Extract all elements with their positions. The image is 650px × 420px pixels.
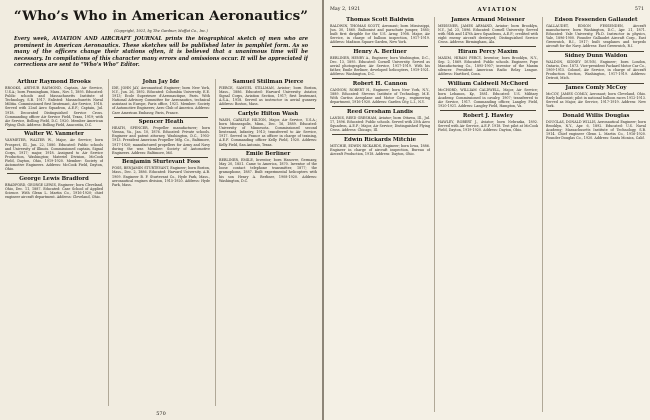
entry-name: Robert H. Cannon [352,80,408,87]
entry-name: Reed Gresham Landis [347,108,413,115]
biography-entry [438,49,538,76]
entry-body: BALDWIN, THOMAS SCOTT, Aeronaut; born Mississippi, Jun. 30, 1860. Balloonist and parachute jumper, 1885; built first dirigible for the U.S. Army, 1908. Major, Air Service, in charge of balloon inspection, 1917-1919. Address: Madison Square Garden, New York. [330,24,430,45]
entry-divider [114,117,208,118]
biography-entry [330,49,430,76]
entry-name: Emile Berliner [245,151,291,158]
biography-entry [112,119,210,155]
biography-entry [112,159,210,186]
biography-entry [330,137,430,156]
entry-divider [332,134,428,135]
entry-body: BERLINER, HENRY A., Engineer; born Washington, D.C., Dec. 13, 1895. Educated: Cornell University. Served as aerial photographer, Air Service, 1917-1919. With his father, Emile Berliner, developed helicopters, 1919-1921. Address: Washington, D.C. [330,55,430,77]
entry-name: Edson Fessenden Gallaudet [554,17,638,23]
biography-entry [330,17,430,44]
biography-entry [546,85,646,108]
entry-name: Samuel Stillman Pierce [232,79,304,85]
entry-name: Spencer Heath [138,119,184,126]
biography-entry [330,109,430,132]
biography-entry [438,81,538,108]
right-column-1 [330,17,430,412]
entry-body: FOSS, BENJAMIN STURTEVANT, Engineer; born Boston, Mass., Dec. 2, 1886. Educated: Harvard University, A.B. 1909. Engineer B. F. Sturtevant Co., Hyde Park, Mass., aeronautical engines division, 1915-1920. Address: Hyde Park, Mass. [112,166,210,187]
entry-body: WALDON, SIDNEY DUNN, Engineer; born London, Ontario, Dec. 1873. Vice-president Packard Motor Car Co., 1909-1915. Colonel, Air Service, in charge of Aircraft Production Section, Washington, 1917-1919. Address: Detroit, Mich. [546,60,646,81]
entry-divider [221,108,315,109]
entry-divider [221,149,315,150]
entry-name: George Lewis Bradford [19,175,89,182]
entry-body: LANDIS, REED GRESHAM, Aviator; born Ottawa, Ill., Jul. 17, 1896. Educated: Public schools. Served with 25th Aero Squadron, A.E.F.; Major, Air Service; Distinguished Flying Cross. Address: Chicago, Ill. [330,115,430,133]
biography-entry [330,81,430,104]
biography-entry [5,176,103,199]
entry-divider [440,110,536,111]
entry-divider [7,173,101,174]
biography-entry [438,17,538,44]
entry-body: McCOY, JAMES COMLY, Aeronaut; born Cleveland, Ohio. Early balloonist; pilot in national balloon races 1912-1913. Served as Major, Air Service, 1917-1919. Address: New York. [546,92,646,109]
issue-date: May 2, 1921 [330,7,361,12]
entry-name: Robert J. Hawley [462,112,514,119]
entry-divider [114,157,208,158]
entry-body: WASH, CARLYLE HILTON, Major, Air Service, U.S.A.; born Minneapolis, Minn., Dec. 16, 1889. Educated: University of Minnesota. Commissioned second lieutenant, Infantry, 1913; transferred to Air Service, 1917. Served in France as officer in charge of training, A.E.F. Commanding officer Kelly Field, 1920. Address: Kelly Field, San Antonio, Texas. [219,117,317,147]
header-page-number: 571 [634,7,644,12]
entry-name: Walter W. Vanmeter [24,131,84,138]
copyright-notice: (Copyright, 1921, by The Gardner, Moffat Co., Inc.) [114,29,208,33]
running-head [330,5,644,14]
entry-name: John Jay Ide [142,79,180,85]
left-columns [5,79,317,406]
entry-body: HAWLEY, ROBERT J., Aviator; born Nebraska, 1892. Served with Air Service, A.E.F. 1918. Test pilot at McCook Field, Dayton, 1919-1920. Address: Dayton, Ohio. [438,119,538,133]
biography-entry [5,131,103,171]
left-column-3 [215,79,317,406]
biography-entry [112,79,210,115]
page-number: 570 [156,411,166,417]
right-page [324,0,650,420]
entry-body: PIERCE, SAMUEL STILLMAN, Aviator; born Boston, Mass., 1886. Educated: Harvard University. Aviator, Signal Corps, Aviation Section, 1917; first lieutenant, A.S.A., 1918. Served as instructor in aerial gunnery. Address: Boston, Mass. [219,86,317,107]
entry-body: MAXIM, HIRAM PERCY, Inventor; born Brooklyn, N.Y., Sep. 2, 1869. Educated: Public schools. Engineer, Pope Manufacturing Co., 1895-1907; inventor of the Maxim silencer. President American Radio Relay League. Address: Hartford, Conn. [438,55,538,77]
entry-divider [548,83,644,84]
right-column-3 [542,17,646,412]
entry-body: GALLAUDET, EDSON FESSENDEN, Aircraft manufacturer; born Washington, D.C., Apr. 21, 1871. Educated: Yale University, Ph.D. Instructor in physics, Yale, 1896-1900. Founder Gallaudet Aircraft Corp., East Greenwich, R.I., 1917; built seaplanes and torpedo aircraft for the Navy. Address: East Greenwich, R.I. [546,24,646,49]
biography-entry [5,79,103,127]
entry-name: Henry A. Berliner [353,48,407,55]
entry-body: McCHORD, WILLIAM CALDWELL, Major, Air Service; born Lebanon, Ky., 1881. Educated: U.S. Military Academy. Commissioned in cavalry, 1907; transferred to Air Service, 1917. Commanding officer, Langley Field, 1920-1921. Address: Langley Field, Hampton, Va. [438,87,538,109]
right-columns [330,17,646,412]
biography-entry [219,79,317,106]
page-title: “Who’s Who in American Aeronautics” [13,8,309,24]
entry-name: James Armand Meissner [451,17,525,23]
entry-body: IDE, JOHN JAY, Aeronautical Engineer; born New York, N.Y., Jun. 26, 1892. Educated: Columbia University, E.E. 1913; Ecole Superieure d'Aeronautique, Paris. With National Advisory Committee for Aeronautics, technical assistant in Europe, Paris office, 1921. Member: Society of Automotive Engineers; Aero Club of America. Address: Care American Embassy, Paris, France. [112,86,210,115]
biography-entry [546,113,646,140]
entry-body: BROOKS, ARTHUR RAYMOND, Captain, Air Service, U.S.A.; born Framingham, Mass., Nov. 1, 1895. Educated: Public schools and Massachusetts Institute of Technology, S.B. 1917. Enlisted: Massachusetts Naval Militia. Commissioned first lieutenant, Air Service, 1918. Served with 22nd Aero Squadron, A.E.F.; Captain, Jul. 1918. Decorated Distinguished Service Cross. Commanding officer Air Service Field, Texas, 1919; with Air Service, Bolling Field, D.C. 1920. Member American Flying Club. Address: Bolling Field, Anacostia, D.C. [5,86,103,127]
entry-name: James Comly McCoy [565,85,627,92]
biography-entry [438,113,538,132]
entry-body: BRADFORD, GEORGE LEWIS, Engineer; born Cleveland, Ohio, Dec. 11, 1887. Educated: Case School of Applied Science. With Glenn L. Martin Co., 1916-1920; chief engineer aircraft department. Address: Cleveland, Ohio. [5,182,103,199]
entry-divider [440,46,536,47]
entry-body: HEATH, SPENCER, Propeller manufacturer; born Vienna, Va., Jan. 10, 1876. Educated: Private schools. Engineer and patent attorney, Washington, D.C., 1903-1913. President American Propeller Mfg. Co., Baltimore, 1917-1920; manufactured propellers for Army and Navy during the war. Member: Society of Automotive Engineers. Address: Baltimore, Md. [112,126,210,155]
entry-body: BERLINER, EMILE, Inventor; born Hanover, Germany, May 20, 1851. Came to America, 1870. Inventor of the loose contact telephone transmitter, 1877; the gramophone, 1887. Built experimental helicopters with his son Henry A. Berliner, 1908-1920. Address: Washington, D.C. [219,158,317,183]
entry-name: Edwin Rickards Mitchie [343,136,417,143]
entry-divider [7,129,101,130]
intro-paragraph: Every week, AVIATION AND AIRCRAFT JOURNAL prints the biographical sketch of men who are prominent in American Aeronautics. These sketches will be published later in pamphlet form. As so many of the officers change their stations often, it is believed that a unanimous time will be necessary. In compilations of this character many errors and omissions occur. It will be appreciated if corrections are sent to “Who’s Who” Editor. [14,36,308,68]
entry-name: Benjamin Sturtevant Foss [121,159,201,166]
entry-name: Donald Willis Douglas [562,112,630,119]
entry-divider [332,106,428,107]
entry-name: Hiram Percy Maxim [458,48,518,55]
entry-divider [548,51,644,52]
entry-divider [332,46,428,47]
biography-entry [219,151,317,183]
biography-entry [546,53,646,80]
entry-divider [440,78,536,79]
entry-body: MEISSNER, JAMES ARMAND, Aviator; born Brooklyn, N.Y., Jul. 23, 1896. Educated: Cornell University. Served with 94th and 147th Aero Squadrons, A.E.F.; credited with eight enemy aircraft destroyed; Distinguished Service Cross. Address: Birmingham, Ala. [438,24,538,45]
left-column-2 [108,79,210,406]
left-page [0,0,322,420]
entry-name: Sidney Dunn Waldon [564,53,628,60]
entry-name: Thomas Scott Baldwin [346,17,414,23]
entry-divider [332,78,428,79]
entry-body: CANNON, ROBERT H., Engineer; born New York, N.Y., 1889. Educated: Stevens Institute of Technology, M.E. With Curtiss Aeroplane and Motor Corp., engineering department, 1916-1920. Address: Garden City, L.I., N.Y. [330,87,430,105]
entry-name: William Caldwell McChord [447,80,529,87]
entry-name: Arthur Raymond Brooks [17,79,91,85]
entry-name: Carlyle Hilton Wash [237,110,299,117]
biography-entry [219,111,317,147]
biography-entry [546,17,646,49]
entry-body: VANMETER, WALTER W., Major, Air Service; born Prospect, Ill., Jun. 22, 1880. Educated: Public schools and University of Illinois. Commissioned captain, Signal Corps, 1917; major, 1918. Assigned to Air Service Production, Washington; Materiel Division, McCook Field, Dayton, Ohio, 1919-1920. Member: Society of Automotive Engineers. Address: McCook Field, Dayton, Ohio. [5,138,103,172]
magazine-name: AVIATION [477,6,518,13]
right-column-2 [434,17,538,412]
entry-body: MITCHIE, EDWIN RICKARDS, Engineer; born Iowa, 1886. Engineer in charge of aircraft inspection, Bureau of Aircraft Production, 1918. Address: Dayton, Ohio. [330,143,430,156]
left-column-1 [5,79,103,406]
entry-body: DOUGLAS, DONALD WILLIS, Aeronautical Engineer; born Brooklyn, N.Y., Apr. 6, 1892. Educated: U.S. Naval Academy; Massachusetts Institute of Technology, S.B. 1914. Chief engineer Glenn L. Martin Co., 1916-1920. Founder Douglas Co., 1920. Address: Santa Monica, Calif. [546,119,646,141]
entry-divider [548,110,644,111]
